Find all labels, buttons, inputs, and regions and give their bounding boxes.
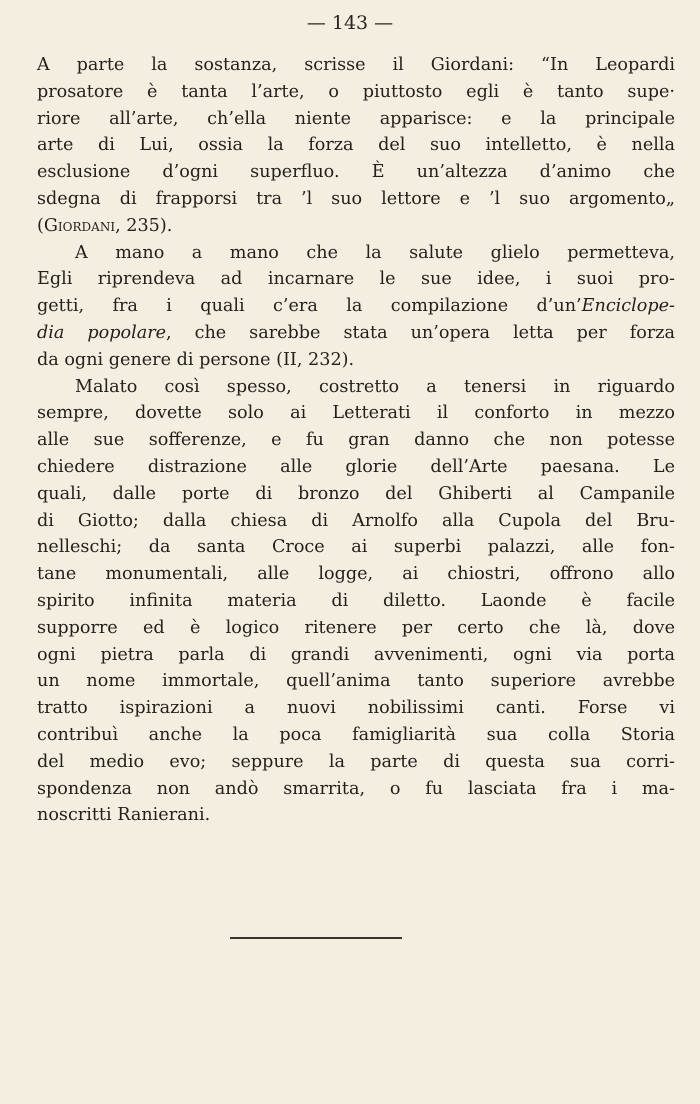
text-line: arte di Lui, ossia la forza del suo intelletto, è nella xyxy=(37,135,675,156)
text-line: contribuì anche la poca famigliarità sua colla Storia xyxy=(37,724,675,745)
text-line: tratto ispirazioni a nuovi nobilissimi canti. Forse vi xyxy=(37,698,675,719)
text-line: Egli riprendeva ad incarnare le sue idee, i suoi pro- xyxy=(37,269,675,290)
text-line: quali, dalle porte di bronzo del Ghiberti al Campanile xyxy=(37,483,675,504)
text-line: spondenza non andò smarrita, o fu lasciata fra i ma- xyxy=(37,778,675,799)
text-line: supporre ed è logico ritenere per certo che là, dove xyxy=(37,617,675,638)
text-line: un nome immortale, quell’anima tanto superiore avrebbe xyxy=(37,671,675,692)
end-rule xyxy=(230,937,402,939)
body-text xyxy=(37,52,675,829)
text-line: spirito infinita materia di diletto. Laonde è facile xyxy=(37,590,675,611)
italic-title: Enciclope- xyxy=(581,296,675,317)
text-line: prosatore è tanta l’arte, o piuttosto egli è tanto supe· xyxy=(37,81,675,102)
text-line xyxy=(37,213,675,240)
text-line: sempre, dovette solo ai Letterati il conforto in mezzo xyxy=(37,403,675,424)
text-line: esclusione d’ogni superfluo. È un’altezza d’animo che xyxy=(37,162,675,183)
text-line: chiedere distrazione alle glorie dell’Arte paesana. Le xyxy=(37,456,675,477)
text-line: riore all’arte, ch’ella niente apparisce: e la principale xyxy=(37,108,675,129)
text-segment: getti, fra i quali c’era la compilazione d’un’ xyxy=(37,296,582,317)
text-line: noscritti Ranierani. xyxy=(37,805,211,826)
text-line: da ogni genere di persone (II, 232). xyxy=(37,349,355,370)
text-line: ogni pietra parla di grandi avvenimenti, ogni via porta xyxy=(37,644,675,665)
text-line: A parte la sostanza, scrisse il Giordani: “In Leopardi xyxy=(37,55,675,75)
text-line: sdegna di frapporsi tra ’l suo lettore e ’l suo argomento„ xyxy=(37,188,675,209)
text-line: A mano a mano che la salute glielo permetteva, xyxy=(75,242,675,263)
text-line xyxy=(37,320,675,347)
italic-title: dia popolare xyxy=(37,322,167,343)
text-line: alle sue sofferenze, e fu gran danno che non potesse xyxy=(37,430,675,451)
text-segment: , che sarebbe stata un’opera letta per forza xyxy=(166,322,675,343)
text-line: del medio evo; seppure la parte di questa sua corri- xyxy=(37,751,675,772)
text-line: tane monumentali, alle logge, ai chiostri, offrono allo xyxy=(37,564,675,585)
text-line: Malato così spesso, costretto a tenersi in riguardo xyxy=(75,376,675,397)
text-line: di Giotto; dalla chiesa di Arnolfo alla Cupola del Bru- xyxy=(37,510,675,531)
author-name: Giordani xyxy=(43,215,116,236)
text-line: nelleschi; da santa Croce ai superbi palazzi, alle fon- xyxy=(37,537,675,558)
text-segment: , 235). xyxy=(115,215,173,236)
text-segment: ( xyxy=(37,215,44,236)
text-line xyxy=(37,293,675,320)
page-number: — 143 — xyxy=(306,12,394,34)
